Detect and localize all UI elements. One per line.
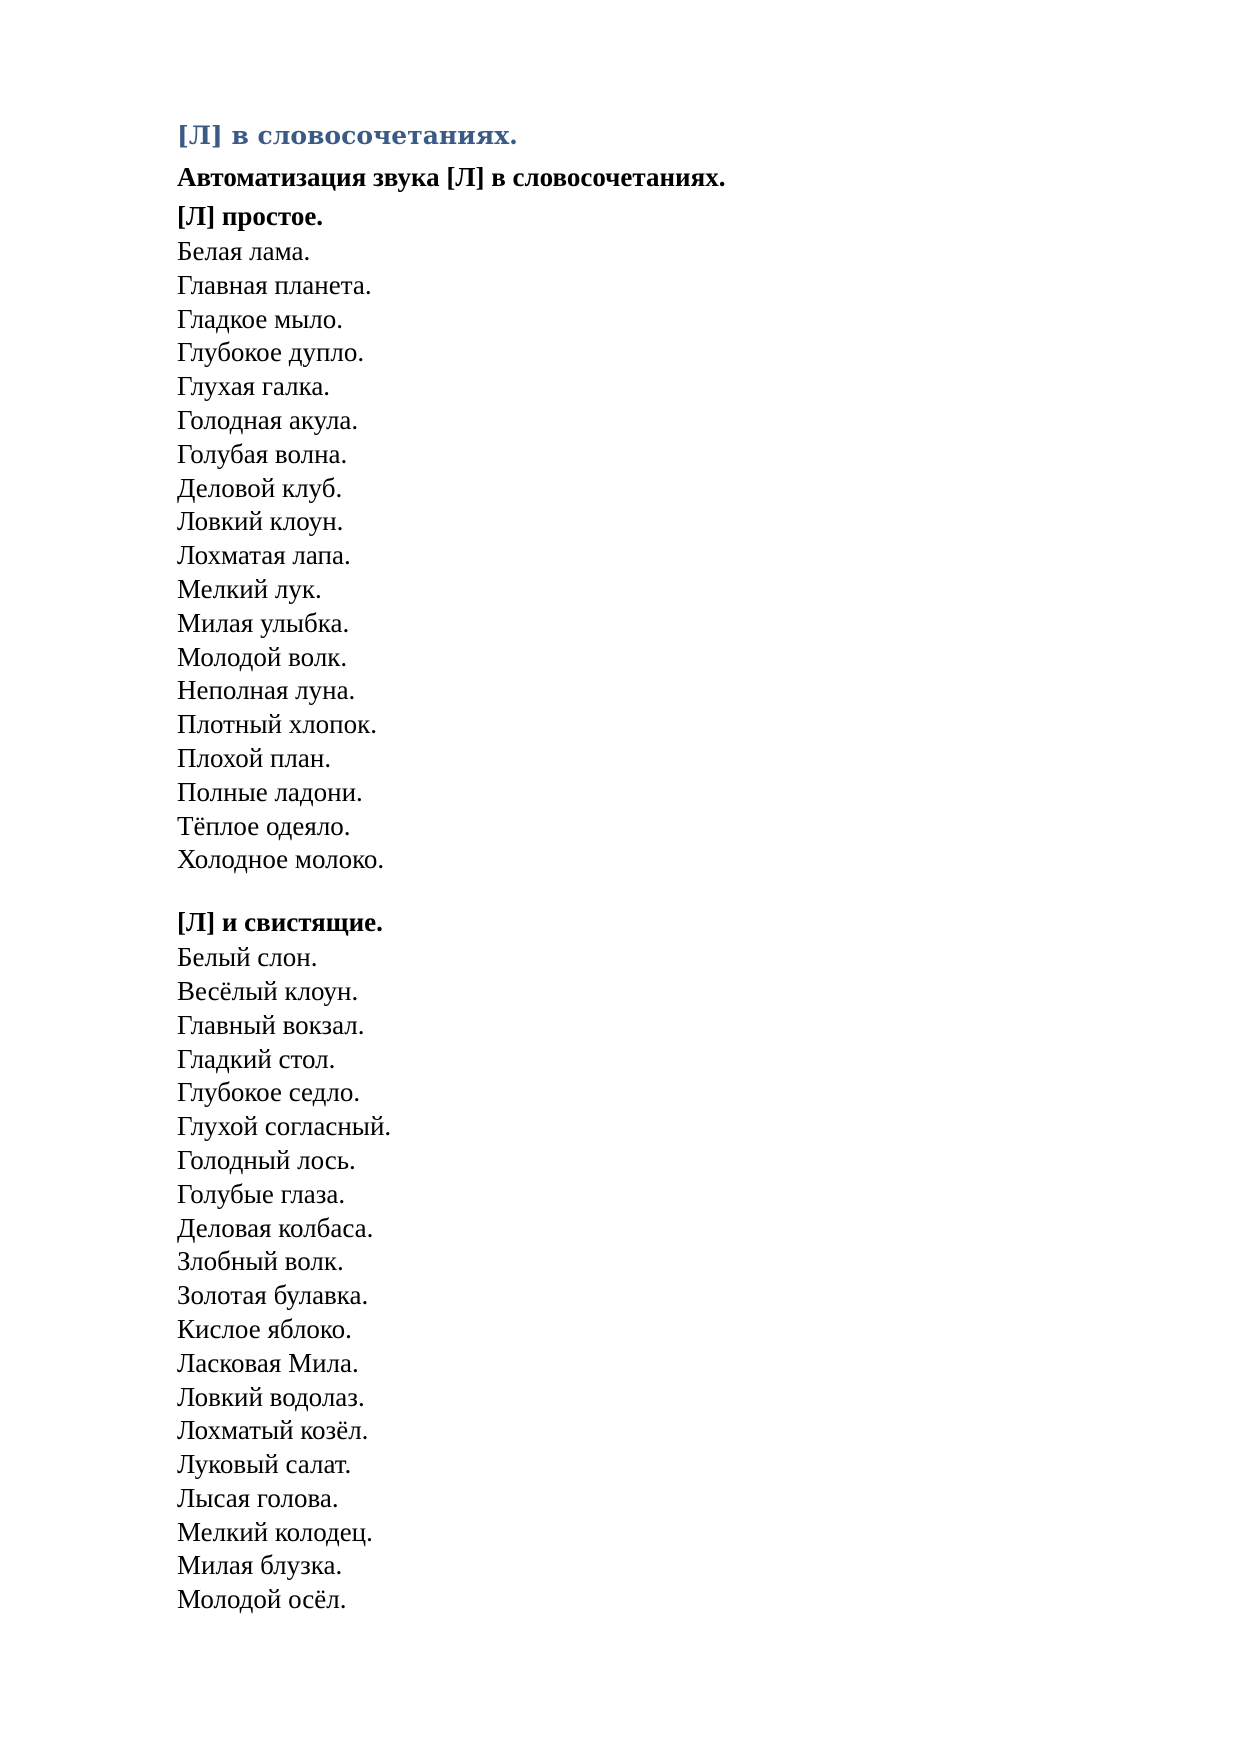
phrase-item: Деловая колбаса.	[177, 1212, 374, 1243]
phrase-item: Милая блузка.	[177, 1550, 343, 1581]
phrase-item: Гладкий стол.	[177, 1043, 336, 1074]
section-title-whistling: [Л] и свистящие.	[177, 907, 383, 938]
section-whistling	[177, 905, 1137, 1617]
phrase-item: Ловкий клоун.	[177, 506, 344, 537]
phrase-item: Белый слон.	[177, 942, 318, 973]
phrase-item: Глубокое седло.	[177, 1077, 361, 1108]
phrase-item: Ловкий водолаз.	[177, 1381, 365, 1412]
phrase-item: Голодная акула.	[177, 404, 359, 435]
phrase-item: Белая лама.	[177, 236, 311, 266]
phrase-item: Мелкий колодец.	[177, 1516, 373, 1547]
phrase-item: Деловой клуб.	[177, 472, 343, 503]
document-heading: [Л] в словосочетаниях.	[177, 121, 518, 150]
phrase-item: Плохой план.	[177, 742, 332, 773]
phrase-item: Кислое яблоко.	[177, 1313, 352, 1344]
phrase-item: Главный вокзал.	[177, 1009, 365, 1040]
phrase-item: Гладкое мыло.	[177, 303, 344, 334]
phrase-item: Глухая галка.	[177, 371, 331, 402]
phrase-item: Золотая булавка.	[177, 1280, 369, 1311]
phrase-item: Глухой согласный.	[177, 1111, 392, 1142]
phrase-item: Глубокое дупло.	[177, 337, 365, 368]
phrase-list-whistling	[177, 941, 1137, 1617]
phrase-item: Милая улыбка.	[177, 607, 350, 638]
phrase-item: Лохматая лапа.	[177, 540, 351, 571]
section-simple	[177, 199, 1137, 877]
document-content	[177, 118, 1137, 1617]
phrase-item: Голодный лось.	[177, 1144, 356, 1175]
phrase-item: Холодное молоко.	[177, 844, 385, 875]
phrase-item: Тёплое одеяло.	[177, 810, 351, 841]
phrase-item: Полные ладони.	[177, 776, 363, 807]
section-spacer	[177, 877, 1137, 905]
phrase-item: Лохматый козёл.	[177, 1415, 369, 1446]
phrase-item: Мелкий лук.	[177, 573, 322, 604]
phrase-item: Неполная луна.	[177, 675, 356, 706]
phrase-item: Голубые глаза.	[177, 1178, 346, 1209]
phrase-item: Злобный волк.	[177, 1246, 344, 1277]
phrase-item: Лысая голова.	[177, 1482, 339, 1513]
section-title-simple: [Л] простое.	[177, 201, 324, 231]
phrase-item: Плотный хлопок.	[177, 709, 377, 740]
phrase-list-simple	[177, 235, 1137, 877]
phrase-item: Луковый салат.	[177, 1449, 352, 1480]
document-subtitle: Автоматизация звука [Л] в словосочетаниях.	[177, 162, 726, 192]
phrase-item: Голубая волна.	[177, 438, 348, 469]
phrase-item: Главная планета.	[177, 269, 372, 300]
phrase-item: Молодой волк.	[177, 641, 348, 672]
phrase-item: Ласковая Мила.	[177, 1347, 359, 1378]
phrase-item: Весёлый клоун.	[177, 975, 359, 1006]
phrase-item: Молодой осёл.	[177, 1584, 347, 1615]
